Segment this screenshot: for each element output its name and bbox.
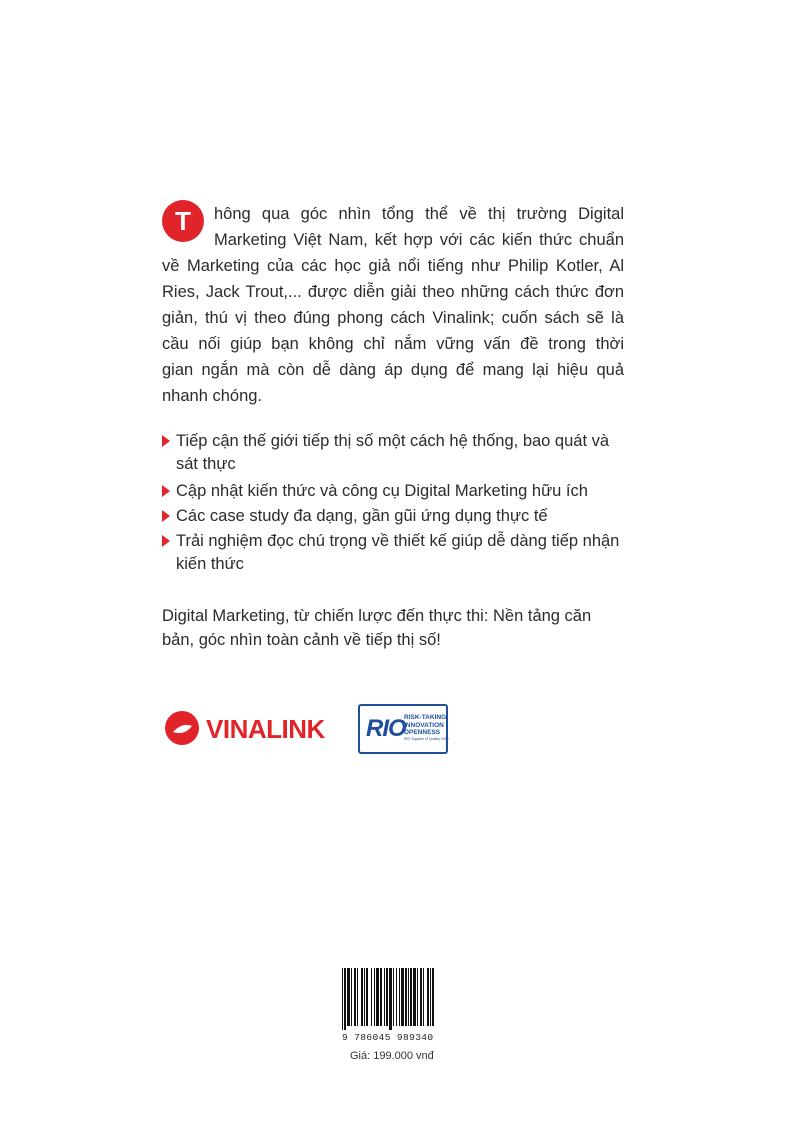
triangle-bullet-icon	[162, 435, 170, 447]
barcode-bar	[371, 968, 372, 1026]
barcode-icon	[340, 968, 438, 1030]
barcode-bar	[408, 968, 409, 1026]
barcode-bar	[427, 968, 429, 1026]
intro-line: giản, thú vị theo đúng phong cách Vinalink; cuốn sách sẽ là	[162, 309, 624, 327]
rio-values	[404, 714, 449, 742]
rio-value: RISK-TAKING	[404, 714, 447, 721]
intro-line: gian ngắn mà còn dễ dàng áp dụng để mang lại hiệu quả	[162, 361, 624, 379]
price-label: Giá: 199.000 vnđ	[350, 1050, 434, 1062]
barcode-bar	[354, 968, 356, 1026]
barcode-bar	[399, 968, 400, 1026]
barcode-bar	[405, 968, 407, 1026]
barcode-bar	[351, 968, 352, 1026]
intro-line: cầu nối giúp bạn không chỉ nắm vững vấn đề trong thời	[162, 335, 624, 353]
barcode-bar	[376, 968, 379, 1026]
barcode-bar	[380, 968, 382, 1026]
rio-value: OPENNESS	[404, 729, 441, 736]
triangle-bullet-icon	[162, 535, 170, 547]
triangle-bullet-icon	[162, 485, 170, 497]
publisher-name: VINALINK	[206, 714, 325, 744]
intro-line: hông qua góc nhìn tổng thể về thị trường Digital	[214, 205, 624, 223]
publisher-logo	[164, 710, 324, 750]
barcode-bar	[389, 968, 392, 1030]
intro-line: nhanh chóng.	[162, 387, 263, 405]
rio-value: INNOVATION	[404, 721, 444, 729]
barcode-bar	[357, 968, 358, 1026]
vinalink-logo-icon	[164, 710, 200, 746]
rio-mark: RIO	[366, 715, 406, 742]
barcode-bar	[364, 968, 365, 1026]
barcode-bar	[384, 968, 385, 1026]
rio-logo	[358, 704, 448, 754]
barcode-bar	[401, 968, 404, 1026]
closing-statement: Digital Marketing, từ chiến lược đến thực thi: Nền tảng căn bản, góc nhìn toàn cảnh về tiếp thị số!	[162, 607, 592, 649]
barcode	[340, 968, 438, 1030]
barcode-bar	[396, 968, 397, 1026]
barcode-bar	[432, 968, 434, 1026]
barcode-bar	[374, 968, 375, 1026]
barcode-bar	[413, 968, 416, 1026]
barcode-bar	[386, 968, 388, 1026]
drop-cap: T	[162, 200, 204, 242]
barcode-bar	[393, 968, 394, 1026]
barcode-bar	[410, 968, 412, 1026]
barcode-bar	[366, 968, 368, 1026]
intro-line: Ries, Jack Trout,... được diễn giải theo những cách thức đơn	[162, 283, 624, 301]
rio-tagline: RIO Supplier of Quality 2015	[404, 736, 449, 741]
barcode-bar	[420, 968, 422, 1026]
barcode-bar	[344, 968, 346, 1030]
barcode-bar	[430, 968, 431, 1026]
barcode-bar	[342, 968, 343, 1030]
feature-text: Trải nghiệm đọc chú trọng về thiết kế giúp dễ dàng tiếp nhận kiến thức	[176, 532, 620, 573]
barcode-bar	[423, 968, 424, 1026]
triangle-bullet-icon	[162, 510, 170, 522]
feature-text: Tiếp cận thế giới tiếp thị số một cách hệ thống, bao quát và sát thực	[176, 432, 610, 473]
barcode-bar	[347, 968, 350, 1026]
barcode-bar	[361, 968, 363, 1026]
intro-line: về Marketing của các học giả nổi tiếng như Philip Kotler, Al	[162, 257, 624, 275]
feature-text: Các case study đa dạng, gần gũi ứng dụng thực tế	[176, 507, 548, 525]
feature-text: Cập nhật kiến thức và công cụ Digital Marketing hữu ích	[176, 482, 588, 500]
isbn-number: 9 786045 989340	[342, 1032, 434, 1043]
intro-line: Marketing Việt Nam, kết hợp với các kiến thức chuẩn	[214, 231, 624, 249]
barcode-bar	[417, 968, 418, 1026]
